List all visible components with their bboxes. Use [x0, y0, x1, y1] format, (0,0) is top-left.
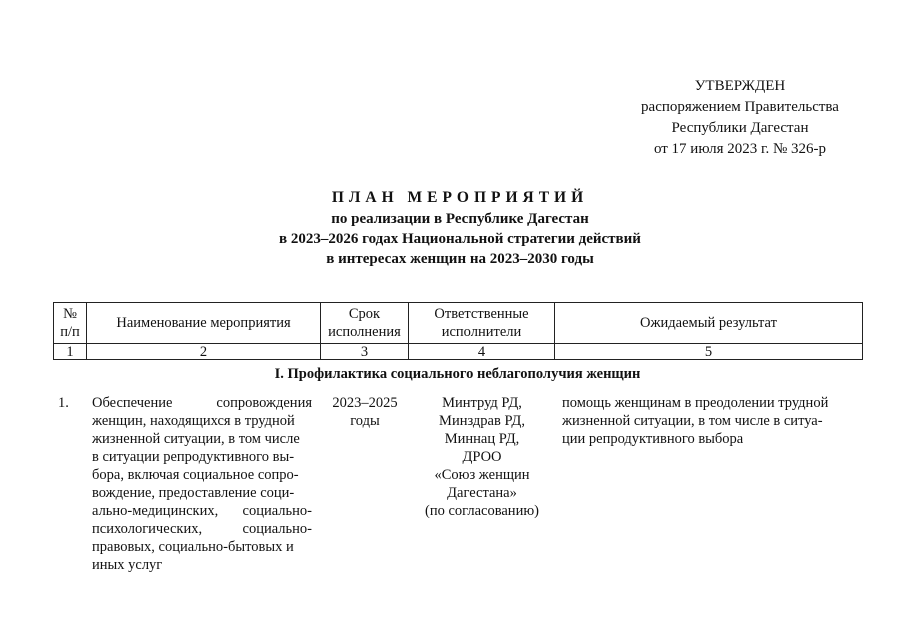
approval-line: Республики Дагестан [671, 120, 809, 136]
header-name: Наименование мероприятия [87, 303, 321, 344]
activity-term [322, 394, 408, 430]
header-num-line: № [63, 306, 77, 322]
name-line: бора, включая социальное сопро- [92, 467, 299, 483]
header-term-line: исполнения [328, 324, 401, 340]
header-result: Ожидаемый результат [555, 303, 863, 344]
name-word: психологических, [92, 521, 203, 537]
name-word: сопровождения [216, 395, 312, 411]
result-line: жизненной ситуации, в том числе в ситуа- [562, 413, 823, 429]
result-line: помощь женщинам в преодолении трудной [562, 395, 829, 411]
term-line: годы [350, 413, 380, 429]
header-resp-line: Ответственные [434, 306, 529, 322]
name-word: социально- [242, 521, 312, 537]
resp-line: Дагестана» [447, 485, 517, 501]
header-num-line: п/п [60, 324, 80, 340]
resp-line: «Союз женщин [434, 467, 530, 483]
name-word: Обеспечение [92, 395, 173, 411]
title-line: в 2023–2026 годах Национальной стратегии действий [279, 231, 641, 247]
column-number: 5 [555, 344, 863, 360]
resp-line: ДРОО [462, 449, 502, 465]
header-responsible [409, 303, 555, 344]
name-word: социально- [242, 503, 312, 519]
column-number: 3 [321, 344, 409, 360]
term-line: 2023–2025 [332, 395, 398, 411]
approval-line: УТВЕРЖДЕН [694, 78, 786, 94]
header-num [54, 303, 87, 344]
name-line [92, 502, 312, 520]
name-line: в ситуации репродуктивного вы- [92, 449, 295, 465]
title-line: по реализации в Республике Дагестан [331, 211, 589, 227]
name-line: правовых, социально-бытовых и [92, 539, 294, 555]
name-line: жизненной ситуации, в том числе [92, 431, 300, 447]
header-term-line: Срок [348, 306, 381, 322]
approval-line: распоряжением Правительства [641, 99, 839, 115]
column-number: 2 [87, 344, 321, 360]
activity-name [92, 394, 312, 574]
title-line: в интересах женщин на 2023–2030 годы [326, 251, 594, 267]
approval-stamp [620, 76, 860, 160]
column-number: 4 [409, 344, 555, 360]
name-word: ально-медицинских, [92, 503, 219, 519]
row-number: 1. [58, 395, 69, 411]
header-term [321, 303, 409, 344]
resp-line: (по согласованию) [425, 503, 539, 519]
name-line [92, 394, 312, 412]
activity-result [562, 394, 854, 448]
name-line: женщин, находящихся в трудной [92, 413, 295, 429]
header-resp-line: исполнители [441, 324, 522, 340]
resp-line: Минздрав РД, [439, 413, 525, 429]
document-title [210, 188, 710, 269]
name-line: вождение, предоставление соци- [92, 485, 295, 501]
resp-line: Миннац РД, [444, 431, 520, 447]
section-heading: I. Профилактика социального неблагополучия женщин [274, 366, 641, 382]
column-number: 1 [54, 344, 87, 360]
approval-line: от 17 июля 2023 г. № 326-р [653, 141, 827, 157]
result-line: ции репродуктивного выбора [562, 431, 744, 447]
plan-table-header [53, 302, 863, 360]
activity-responsible [412, 394, 552, 520]
resp-line: Минтруд РД, [442, 395, 522, 411]
name-line [92, 520, 312, 538]
title-main: ПЛАН МЕРОПРИЯТИЙ [331, 189, 589, 206]
name-line: иных услуг [92, 557, 163, 573]
